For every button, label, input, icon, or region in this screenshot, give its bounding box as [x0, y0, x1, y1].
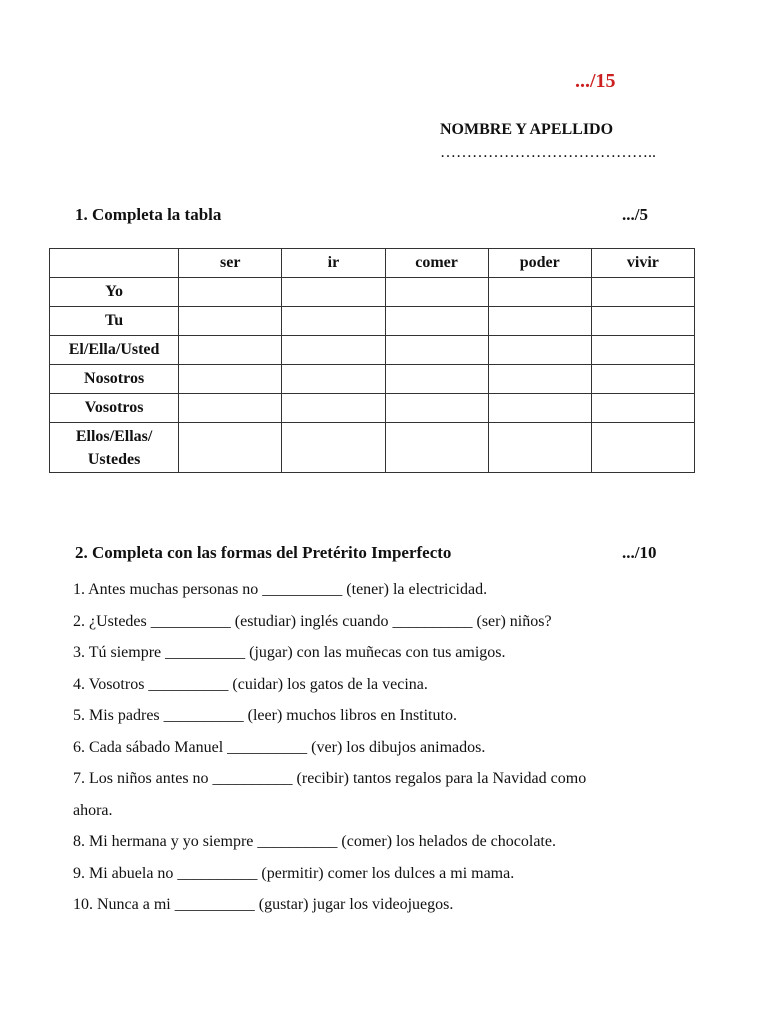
exercise-sentences [73, 574, 713, 921]
pronoun-line-1: Ellos/Ellas/ [75, 427, 153, 445]
answer-cell[interactable] [179, 307, 282, 336]
sentence-item: 5. Mis padres __________ (leer) muchos libros en Instituto. [73, 707, 457, 724]
sentence-item: 8. Mi hermana y yo siempre __________ (comer) los helados de chocolate. [73, 833, 556, 850]
answer-cell[interactable] [179, 365, 282, 394]
answer-cell[interactable] [591, 394, 694, 423]
conjugation-table [49, 248, 695, 473]
section2-score: .../10 [622, 543, 657, 562]
sentence-item: 4. Vosotros __________ (cuidar) los gatos de la vecina. [73, 675, 428, 693]
answer-cell[interactable] [179, 336, 282, 365]
table-row [50, 278, 695, 307]
table-header-cell: comer [385, 249, 488, 278]
answer-cell[interactable] [282, 307, 385, 336]
answer-cell[interactable] [385, 336, 488, 365]
answer-cell[interactable] [591, 336, 694, 365]
table-row [50, 336, 695, 365]
pronoun-cell: Tu [50, 307, 179, 336]
name-label: NOMBRE Y APELLIDO [440, 121, 614, 138]
name-fill-line[interactable]: ………………………………….. [440, 144, 656, 161]
pronoun-line-2: Ustedes [87, 450, 141, 468]
table-header-cell: ir [282, 249, 385, 278]
pronoun-cell: Nosotros [50, 365, 179, 394]
answer-cell[interactable] [385, 394, 488, 423]
table-header-cell: poder [488, 249, 591, 278]
table-row [50, 365, 695, 394]
answer-cell[interactable] [488, 423, 591, 473]
sentence-item: 6. Cada sábado Manuel __________ (ver) los dibujos animados. [73, 738, 486, 756]
answer-cell[interactable] [591, 423, 694, 473]
answer-cell[interactable] [179, 278, 282, 307]
table-header-row [50, 249, 695, 278]
table-row [50, 394, 695, 423]
answer-cell[interactable] [488, 307, 591, 336]
answer-cell[interactable] [385, 423, 488, 473]
answer-cell[interactable] [282, 336, 385, 365]
section1-title: 1. Completa la tabla [75, 205, 222, 224]
answer-cell[interactable] [591, 365, 694, 394]
table-row [50, 307, 695, 336]
total-score: .../15 [575, 70, 616, 92]
answer-cell[interactable] [385, 365, 488, 394]
answer-cell[interactable] [488, 365, 591, 394]
pronoun-cell: El/Ella/Usted [50, 336, 179, 365]
answer-cell[interactable] [488, 394, 591, 423]
answer-cell[interactable] [385, 307, 488, 336]
answer-cell[interactable] [591, 278, 694, 307]
section1-score: .../5 [622, 205, 648, 224]
answer-cell[interactable] [282, 365, 385, 394]
sentence-item: 1. Antes muchas personas no __________ (tener) la electricidad. [73, 581, 488, 598]
table-header-cell: ser [179, 249, 282, 278]
answer-cell[interactable] [282, 423, 385, 473]
sentence-item: 10. Nunca a mi __________ (gustar) jugar los videojuegos. [73, 896, 454, 913]
pronoun-cell: Yo [50, 278, 179, 307]
table-header-cell: vivir [591, 249, 694, 278]
table-header-cell [50, 249, 179, 278]
sentence-item: 7. Los niños antes no __________ (recibir) tantos regalos para la Navidad como [73, 770, 587, 787]
pronoun-cell [50, 423, 179, 473]
pronoun-cell: Vosotros [50, 394, 179, 423]
answer-cell[interactable] [179, 423, 282, 473]
answer-cell[interactable] [282, 394, 385, 423]
sentence-item: ahora. [73, 801, 113, 819]
answer-cell[interactable] [591, 307, 694, 336]
section2-title: 2. Completa con las formas del Pretérito Imperfecto [75, 543, 452, 562]
sentence-item: 3. Tú siempre __________ (jugar) con las muñecas con tus amigos. [73, 644, 506, 661]
answer-cell[interactable] [385, 278, 488, 307]
sentence-item: 2. ¿Ustedes __________ (estudiar) inglés cuando __________ (ser) niños? [73, 612, 552, 630]
answer-cell[interactable] [179, 394, 282, 423]
sentence-item: 9. Mi abuela no __________ (permitir) comer los dulces a mi mama. [73, 864, 515, 882]
answer-cell[interactable] [488, 336, 591, 365]
table-row [50, 423, 695, 473]
answer-cell[interactable] [488, 278, 591, 307]
answer-cell[interactable] [282, 278, 385, 307]
